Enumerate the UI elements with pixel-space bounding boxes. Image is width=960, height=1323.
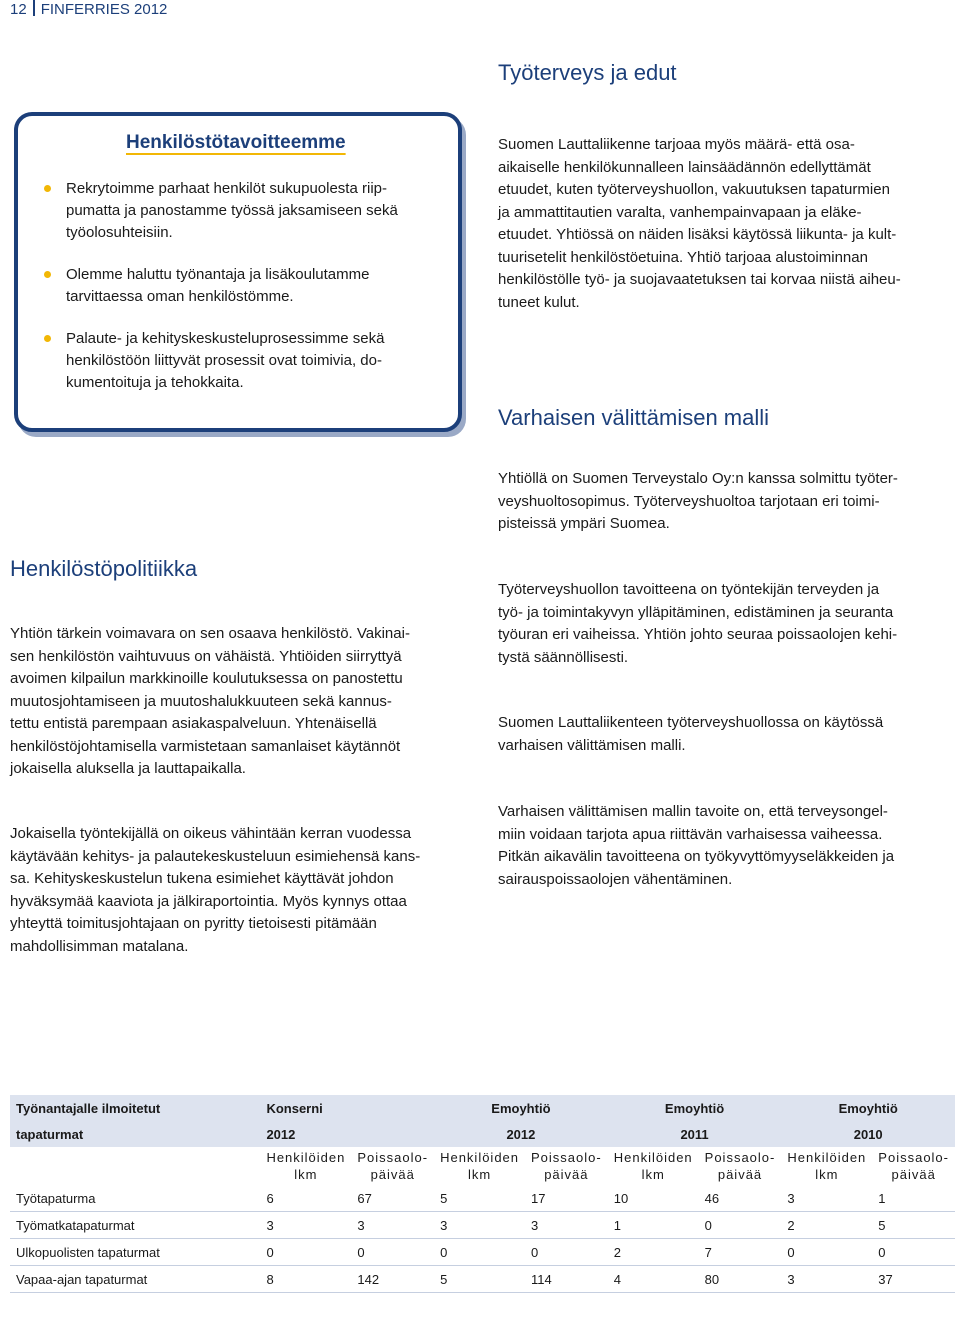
table-cell: 80 xyxy=(699,1266,782,1293)
page-header xyxy=(10,0,167,18)
subheader-line: Poissaolo- xyxy=(704,1150,776,1165)
group-name: Emoyhtiö xyxy=(434,1095,608,1121)
subheader-line: päivää xyxy=(717,1167,763,1182)
table-cell: 17 xyxy=(525,1185,608,1212)
text-line: työ- ja toimintakyvyn ylläpitäminen, edistäminen ja seuranta xyxy=(498,603,894,621)
group-name: Emoyhtiö xyxy=(781,1095,955,1121)
early-care-paragraph-1 xyxy=(498,468,953,536)
text-line: Yhtiön tärkein voimavara on sen osaava henkilöstö. Vakinai- xyxy=(10,625,410,642)
early-care-paragraph-2 xyxy=(498,579,953,669)
text-line: työuran eri vaiheissa. Yhtiön johto seuraa poissaolojen kehi- xyxy=(498,626,898,643)
goal-line: Olemme haluttu työnantaja ja lisäkoulutamme xyxy=(66,266,370,283)
table-cell: 4 xyxy=(608,1266,699,1293)
table-cell: 114 xyxy=(525,1266,608,1293)
subheader-line: lkm xyxy=(467,1167,492,1182)
subheader-count xyxy=(608,1147,699,1185)
subheader-days xyxy=(351,1147,434,1185)
publication-name: FINFERRIES 2012 xyxy=(40,1,168,18)
subheader-line: päivää xyxy=(891,1167,936,1182)
group-year: 2012 xyxy=(434,1121,608,1147)
table-cell: 0 xyxy=(351,1239,434,1266)
subheader-count xyxy=(260,1147,351,1185)
section-title-early-care: Varhaisen välittämisen malli xyxy=(498,405,770,430)
goal-line: tarvittaessa oman henkilöstömme. xyxy=(66,288,294,305)
early-care-paragraph-3 xyxy=(498,712,953,757)
accident-table xyxy=(10,1095,955,1293)
goal-line: Rekrytoimme parhaat henkilöt sukupuolesta riip- xyxy=(66,180,387,197)
text-line: veyshuoltosopimus. Työterveyshuoltoa tarjotaan eri toimi- xyxy=(498,492,880,510)
text-line: pisteissä ympäri Suomea. xyxy=(498,515,670,532)
table-cell: 10 xyxy=(608,1185,699,1212)
goal-item xyxy=(40,178,440,244)
goal-line: pumatta ja panostamme työssä jaksamiseen sekä xyxy=(66,202,398,219)
subheader-line: lkm xyxy=(294,1167,318,1182)
section-title-personnel-policy: Henkilöstöpolitiikka xyxy=(10,556,198,581)
text-line: henkilöstöjohtamisella varmistetaan samanlaiset käytännöt xyxy=(10,737,401,755)
table-cell: 3 xyxy=(260,1212,351,1239)
table-cell: 8 xyxy=(260,1266,351,1293)
table-cell: 1 xyxy=(608,1212,699,1239)
goals-box-title: Henkilöstötavoitteemme xyxy=(126,132,346,153)
table-cell: 3 xyxy=(781,1185,872,1212)
table-cell: 3 xyxy=(781,1266,872,1293)
table-row xyxy=(10,1266,955,1293)
text-line: Pitkän aikavälin tavoitteena on työkyvyttömyyseläkkeiden ja xyxy=(498,848,895,865)
row-label: Työtapaturma xyxy=(10,1185,260,1212)
text-line: ja ammattitautien varalta, vanhempainvapaan ja eläke- xyxy=(498,203,862,221)
goal-line: työolosuhteisiin. xyxy=(66,224,173,241)
subheader-line: Poissaolo- xyxy=(531,1150,602,1165)
group-name: Konserni xyxy=(260,1095,434,1121)
table-cell: 0 xyxy=(872,1239,955,1266)
subheader-line: Henkilöiden xyxy=(440,1150,520,1165)
table-cell: 0 xyxy=(525,1239,608,1266)
text-line: mahdollisimman matalana. xyxy=(10,937,189,955)
bullet-dot-icon xyxy=(44,185,51,192)
subheader-days xyxy=(699,1147,782,1185)
goal-line: kumentoituja ja tehokkaita. xyxy=(66,374,244,391)
text-line: Suomen Lauttaliikenne tarjoaa myös määrä- että osa- xyxy=(498,136,855,153)
text-line: miin voidaan tarjota apua riittävän varhaisessa vaiheessa. xyxy=(498,825,883,843)
text-line: sen henkilöstön vaihtuvuus on vähäistä. Yhtiöiden siirryttyä xyxy=(10,647,402,665)
table-cell: 142 xyxy=(351,1266,434,1293)
subheader-line: päivää xyxy=(544,1167,589,1182)
text-line: tystä säännöllisesti. xyxy=(498,648,629,666)
subheader-line: Poissaolo- xyxy=(357,1150,429,1165)
group-name: Emoyhtiö xyxy=(608,1095,782,1121)
text-line: etuudet, kuten työterveyshuollon, vakuutuksen tapaturmien xyxy=(498,181,890,198)
row-label: Työmatkatapaturmat xyxy=(10,1212,260,1239)
table-cell: 5 xyxy=(434,1185,525,1212)
empty-cell xyxy=(10,1147,260,1185)
row-label: Vapaa-ajan tapaturmat xyxy=(10,1266,260,1293)
page-number: 12 xyxy=(10,1,27,18)
policy-paragraph-1 xyxy=(10,623,480,781)
table-cell: 2 xyxy=(781,1212,872,1239)
section-title-occupational-health: Työterveys ja edut xyxy=(498,60,677,85)
header-divider xyxy=(33,0,35,16)
table-cell: 67 xyxy=(351,1185,434,1212)
benefits-paragraph xyxy=(498,134,953,314)
text-line: Työterveyshuollon tavoitteena on työntekijän terveyden ja xyxy=(498,581,880,598)
text-line: etuudet. Yhtiössä on näiden lisäksi käytössä liikunta- ja kult- xyxy=(498,226,897,243)
table-cell: 5 xyxy=(872,1212,955,1239)
text-line: yhteyttä toimitusjohtajaan on pyritty tietoisesti pitämään xyxy=(10,915,377,932)
text-line: muutosjohtamiseen ja muutoshalukkuuteen sekä kannus- xyxy=(10,692,392,710)
subheader-days xyxy=(525,1147,608,1185)
table-row xyxy=(10,1212,955,1239)
subheader-line: Poissaolo- xyxy=(878,1150,949,1165)
group-year: 2011 xyxy=(608,1121,782,1147)
text-line: sa. Kehityskeskustelun tukena esimiehet käyttävät johdon xyxy=(10,870,394,887)
table-cell: 6 xyxy=(260,1185,351,1212)
text-line: jokaisella aluksella ja lauttapaikalla. xyxy=(10,760,246,777)
subheader-count xyxy=(434,1147,525,1185)
table-cell: 0 xyxy=(434,1239,525,1266)
table-header-row xyxy=(10,1095,955,1121)
goals-box xyxy=(14,112,462,432)
table-cell: 46 xyxy=(699,1185,782,1212)
policy-paragraph-2 xyxy=(10,823,480,958)
subheader-days xyxy=(872,1147,955,1185)
table-row xyxy=(10,1185,955,1212)
table-cell: 3 xyxy=(525,1212,608,1239)
subheader-line: Henkilöiden xyxy=(787,1150,867,1165)
table-cell: 3 xyxy=(351,1212,434,1239)
table-corner-label: Työnantajalle ilmoitetut xyxy=(10,1095,260,1121)
goal-item xyxy=(40,328,440,394)
early-care-paragraph-4 xyxy=(498,801,953,891)
table-cell: 3 xyxy=(434,1212,525,1239)
text-line: Yhtiöllä on Suomen Terveystalo Oy:n kanssa solmittu työter- xyxy=(498,470,898,487)
goals-list xyxy=(40,178,440,414)
row-label: Ulkopuolisten tapaturmat xyxy=(10,1239,260,1266)
table-corner-label: tapaturmat xyxy=(10,1121,260,1147)
table-cell: 0 xyxy=(699,1212,782,1239)
goal-line: henkilöstöön liittyvät prosessit ovat toimivia, do- xyxy=(66,352,382,369)
text-line: varhaisen välittämisen malli. xyxy=(498,736,686,754)
table-cell: 0 xyxy=(260,1239,351,1266)
text-line: tuurisetelit henkilöstöetuina. Yhtiö tarjoaa alustoiminnan xyxy=(498,248,868,266)
text-line: hyväksymää kaaviota ja jälkiraportointia. Myös kynnys ottaa xyxy=(10,892,407,910)
table-cell: 37 xyxy=(872,1266,955,1293)
text-line: tettu entistä parempaan asiakaspalveluun. Yhtenäisellä xyxy=(10,715,377,732)
text-line: Jokaisella työntekijällä on oikeus vähintään kerran vuodessa xyxy=(10,825,412,842)
bullet-dot-icon xyxy=(44,271,51,278)
goal-line: Palaute- ja kehityskeskusteluprosessimme sekä xyxy=(66,330,385,347)
subheader-line: Henkilöiden xyxy=(266,1150,346,1165)
group-year: 2010 xyxy=(781,1121,955,1147)
text-line: tuneet kulut. xyxy=(498,293,580,311)
subheader-line: lkm xyxy=(641,1167,665,1182)
group-year: 2012 xyxy=(260,1121,434,1147)
table-row xyxy=(10,1239,955,1266)
subheader-line: päivää xyxy=(370,1167,415,1182)
text-line: Suomen Lauttaliikenteen työterveyshuollossa on käytössä xyxy=(498,714,884,731)
text-line: Varhaisen välittämisen mallin tavoite on, että terveysongel- xyxy=(498,803,888,820)
table-cell: 0 xyxy=(781,1239,872,1266)
table-cell: 2 xyxy=(608,1239,699,1266)
text-line: käytävään kehitys- ja palautekeskusteluun esimiehensä kans- xyxy=(10,847,421,865)
subheader-count xyxy=(781,1147,872,1185)
subheader-line: Henkilöiden xyxy=(613,1150,693,1165)
goal-item xyxy=(40,264,440,308)
table-cell: 5 xyxy=(434,1266,525,1293)
text-line: henkilöstölle työ- ja suojavaatetuksen tai korvaa niistä aiheu- xyxy=(498,271,901,288)
table-header-row xyxy=(10,1121,955,1147)
bullet-dot-icon xyxy=(44,335,51,342)
text-line: aikaiselle henkilökunnalleen lainsäädännön edellyttämät xyxy=(498,158,871,176)
text-line: sairauspoissaolojen vähentäminen. xyxy=(498,870,733,888)
table-cell: 7 xyxy=(699,1239,782,1266)
table-cell: 1 xyxy=(872,1185,955,1212)
subheader-line: lkm xyxy=(815,1167,839,1182)
text-line: avoimen kilpailun markkinoille koulutuksessa on panostettu xyxy=(10,670,403,687)
table-subheader-row xyxy=(10,1147,955,1185)
